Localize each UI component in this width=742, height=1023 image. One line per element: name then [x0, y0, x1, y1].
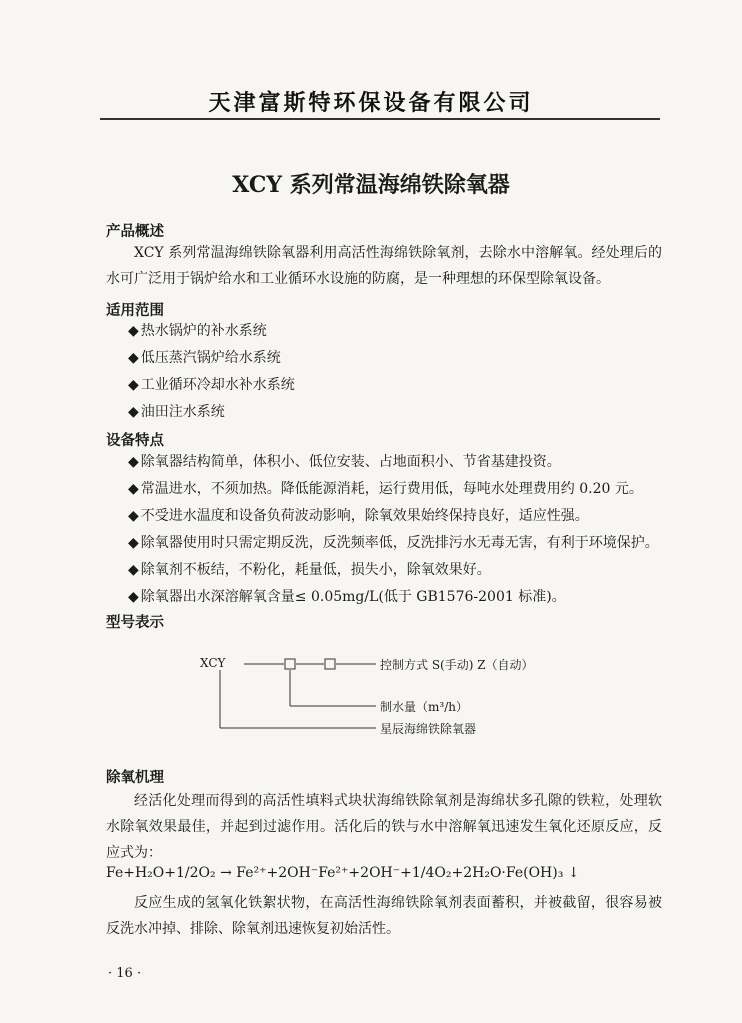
header-rule [100, 118, 660, 120]
list-item-text: 除氧器出水深溶解氧含量≤ 0.05mg/L(低于 GB1576-2001 标准)。 [140, 589, 566, 605]
features-list [128, 449, 668, 611]
list-item [128, 399, 668, 426]
mechanism-paragraph-2 [106, 890, 662, 942]
list-item-text: 常温进水，不须加热。降低能源消耗，运行费用低，每吨水处理费用约 0.20 元。 [140, 481, 643, 497]
model-diagram [200, 648, 560, 738]
list-item-text: 工业循环冷却水补水系统 [140, 377, 295, 393]
bullet-diamond-icon: ◆ [128, 404, 139, 420]
bullet-diamond-icon: ◆ [128, 481, 139, 497]
list-item-text: 除氧器结构简单，体积小、低位安装、占地面积小、节省基建投资。 [140, 454, 561, 470]
list-item [128, 449, 668, 476]
list-item-text: 不受进水温度和设备负荷波动影响，除氧效果始终保持良好，适应性强。 [140, 508, 589, 524]
overview-text: XCY 系列常温海绵铁除氧器利用高活性海绵铁除氧剂，去除水中溶解氧。经处理后的水可广泛用于锅炉给水和工业循环水设施的防腐，是一种理想的环保型除氧设备。 [106, 245, 662, 287]
company-header: 天津富斯特环保设备有限公司 [208, 91, 534, 116]
list-item-text: 热水锅炉的补水系统 [140, 323, 267, 339]
model-label-product: 星辰海绵铁除氧器 [380, 722, 477, 736]
section-heading-mechanism: 除氧机理 [106, 770, 164, 786]
bullet-diamond-icon: ◆ [128, 535, 139, 551]
bullet-diamond-icon: ◆ [128, 377, 139, 393]
section-heading-model: 型号表示 [106, 615, 164, 631]
bullet-diamond-icon: ◆ [128, 454, 139, 470]
scope-list [128, 318, 668, 426]
document-title: XCY 系列常温海绵铁除氧器 [232, 172, 510, 198]
model-label-control: 控制方式 S(手动) Z（自动） [380, 658, 534, 672]
overview-paragraph [106, 240, 662, 292]
list-item [128, 584, 668, 611]
list-item [128, 530, 668, 557]
model-label-capacity: 制水量（m³/h） [380, 700, 468, 714]
list-item [128, 372, 668, 399]
list-item-text: 除氧剂不板结，不粉化，耗量低，损失小，除氧效果好。 [140, 562, 491, 578]
section-heading-overview: 产品概述 [106, 224, 164, 240]
list-item [128, 557, 668, 584]
section-heading-features: 设备特点 [106, 433, 164, 449]
model-prefix: XCY [200, 656, 226, 670]
mechanism-text-1: 经活化处理而得到的高活性填料式块状海绵铁除氧剂是海绵状多孔隙的铁粒，处理软水除氧效果最佳，并起到过滤作用。活化后的铁与水中溶解氧迅速发生氧化还原反应，反应式为： [106, 793, 662, 861]
list-item-text: 除氧器使用时只需定期反洗，反洗频率低，反洗排污水无毒无害，有利于环境保护。 [140, 535, 659, 551]
list-item [128, 345, 668, 372]
list-item [128, 476, 668, 503]
bullet-diamond-icon: ◆ [128, 562, 139, 578]
section-heading-scope: 适用范围 [106, 303, 164, 319]
page-number: · 16 · [108, 966, 142, 981]
list-item [128, 318, 668, 345]
bullet-diamond-icon: ◆ [128, 350, 139, 366]
list-item-text: 低压蒸汽锅炉给水系统 [140, 350, 281, 366]
bullet-diamond-icon: ◆ [128, 508, 139, 524]
bullet-diamond-icon: ◆ [128, 589, 139, 605]
list-item-text: 油田注水系统 [140, 404, 225, 420]
list-item [128, 503, 668, 530]
mechanism-text-2: 反应生成的氢氧化铁絮状物，在高活性海绵铁除氧剂表面蓄积，并被截留，很容易被反洗水冲掉、排除、除氧剂迅速恢复初始活性。 [106, 895, 662, 937]
bullet-diamond-icon: ◆ [128, 323, 139, 339]
mechanism-paragraph-1 [106, 788, 662, 866]
reaction-formula: Fe+H₂O+1/2O₂ → Fe²⁺+2OH⁻Fe²⁺+2OH⁻+1/4O₂+2H₂O·Fe(OH)₃ ↓ [106, 865, 580, 881]
